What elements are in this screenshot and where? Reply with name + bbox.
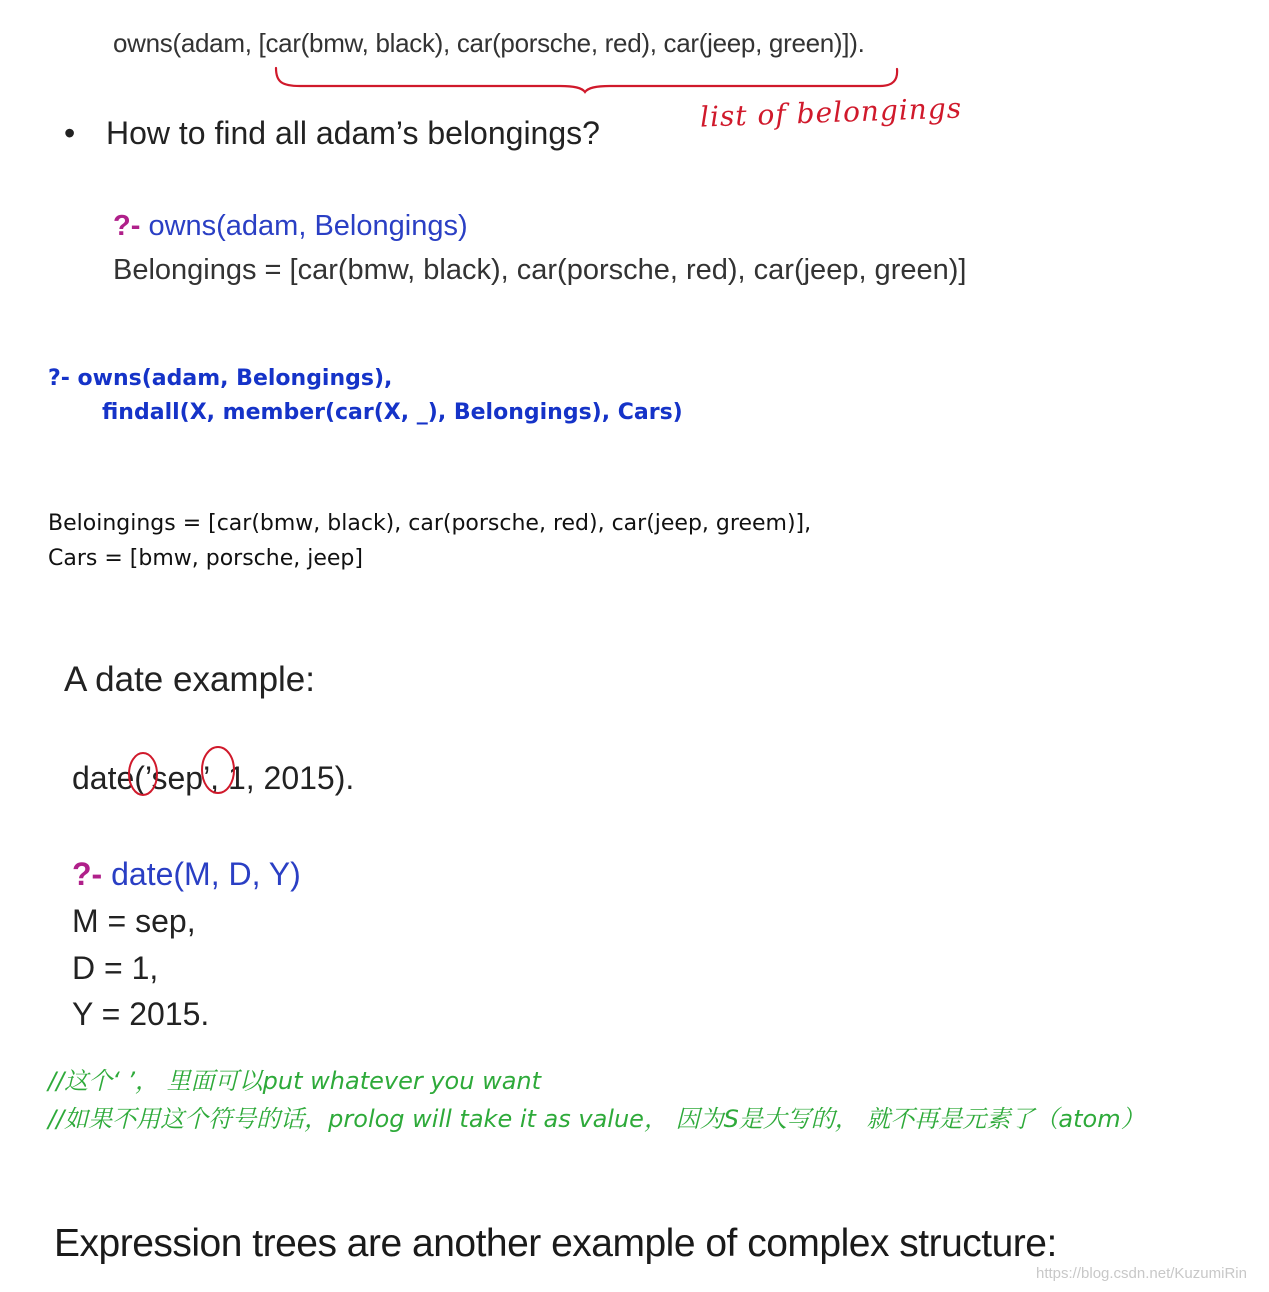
right-quote-circle [202,747,234,793]
bullet-text: How to find all adam’s belongings? [106,115,600,151]
date-result-d: D = 1, [72,950,159,986]
findall-result-line-1: Beloingings = [car(bmw, black), car(porsche, red), car(jeep, greem)], [48,511,812,536]
quote-circle-annotations [0,740,400,810]
date-query [72,856,301,893]
query-text: owns(adam, Belongings) [148,210,468,242]
underbrace-annotation [0,0,1269,200]
query-prompt: ?- [113,210,141,242]
watermark: https://blog.csdn.net/KuzumiRin [1036,1265,1247,1282]
expression-trees-heading: Expression trees are another example of complex structure: [54,1222,1057,1265]
comment-line-2: //如果不用这个符号的话，prolog will take it as value， 因为S是大写的， 就不再是元素了（atom） [48,1105,1145,1133]
findall-query-line-1: ?- owns(adam, Belongings), [48,366,393,391]
date-example-title: A date example: [64,660,315,699]
left-quote-circle [129,753,157,795]
owns-result: Belongings = [car(bmw, black), car(porsche, red), car(jeep, green)] [113,254,967,286]
bullet-dot-icon: • [64,115,76,151]
owns-query [113,210,468,243]
annotation-list-of-belongings: list of belongings [699,91,963,134]
findall-result-line-2: Cars = [bmw, porsche, jeep] [48,546,363,571]
date-query-text: date(M, D, Y) [111,856,301,892]
date-fact-line: date(’sep’, 1, 2015). [72,760,355,796]
date-result-y: Y = 2015. [72,996,210,1032]
findall-query-line-2: findall(X, member(car(X, _), Belongings), Cars) [102,400,683,425]
date-result-m: M = sep, [72,903,196,939]
comment-line-1: //这个‘ ’， 里面可以put whatever you want [48,1067,542,1095]
date-query-prompt: ?- [72,856,103,892]
owns-fact-line: owns(adam, [car(bmw, black), car(porsche, red), car(jeep, green)]). [113,28,865,58]
bullet-question [64,115,600,152]
